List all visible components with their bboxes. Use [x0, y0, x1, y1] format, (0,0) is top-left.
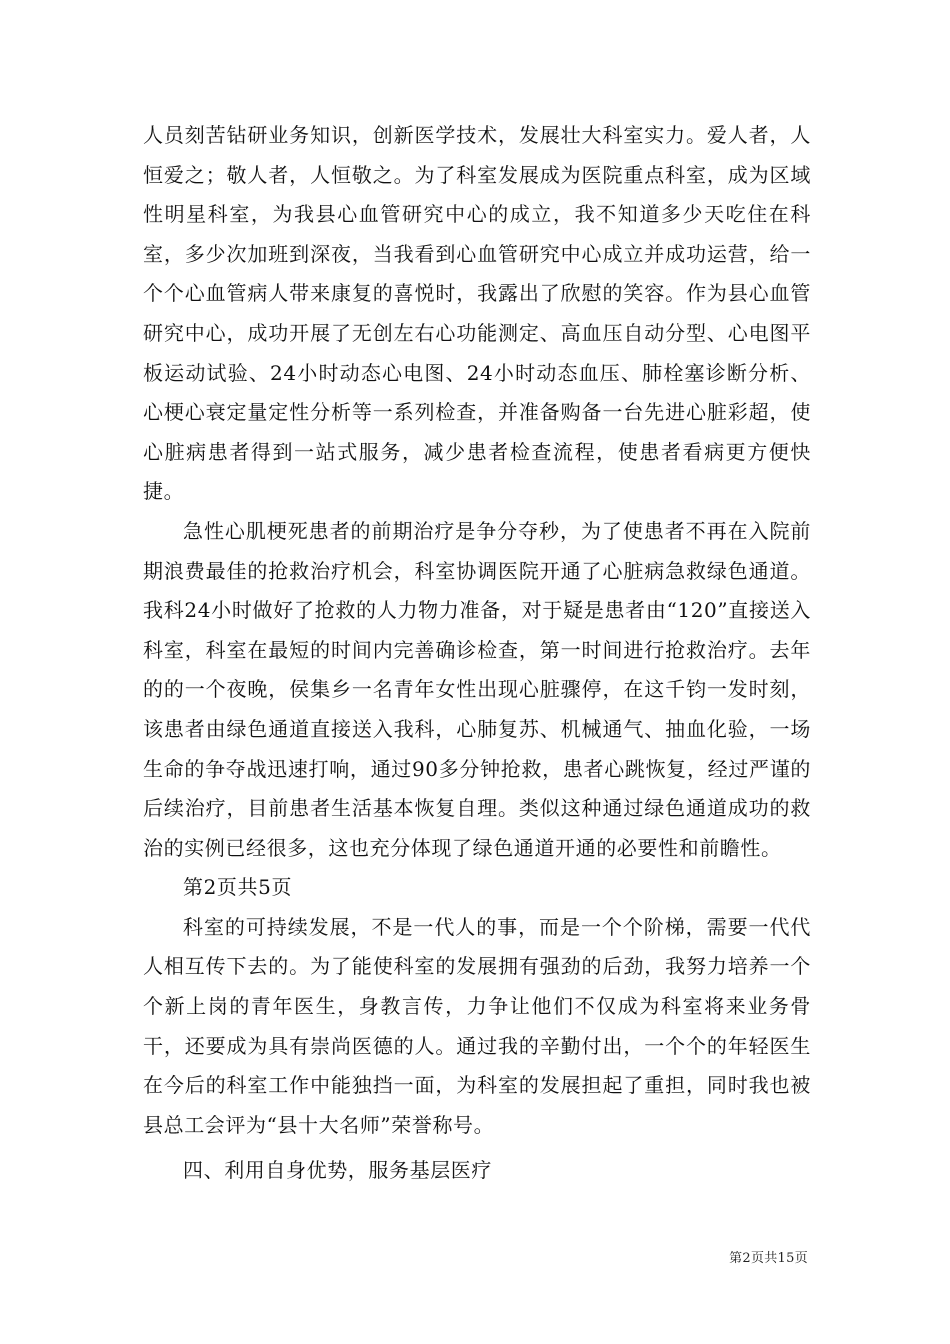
- document-body: [143, 116, 811, 1191]
- paragraph-continuation: 人员刻苦钻研业务知识，创新医学技术，发展壮大科室实力。爱人者，人恒爱之；敬人者，人恒敬之。为了科室发展成为医院重点科室，成为区域性明星科室，为我县心血管研究中心的成立，我不知道多少天吃住在科室，多少次加班到深夜，当我看到心血管研究中心成立并成功运营，给一个个心血管病人带来康复的喜悦时，我露出了欣慰的笑容。作为县心血管研究中心，成功开展了无创左右心功能测定、高血压自动分型、心电图平板运动试验、24小时动态心电图、24小时动态血压、肺栓塞诊断分析、心梗心衰定量定性分析等一系列检查，并准备购备一台先进心脏彩超，使心脏病患者得到一站式服务，减少患者检查流程，使患者看病更方便快捷。: [143, 123, 811, 504]
- paragraph-training: 科室的可持续发展，不是一代人的事，而是一个个阶梯，需要一代代人相互传下去的。为了能使科室的发展拥有强劲的后劲，我努力培养一个个新上岗的青年医生，身教言传，力争让他们不仅成为科室将来业务骨干，还要成为具有崇尚医德的人。通过我的辛勤付出，一个个的年轻医生在今后的科室工作中能独挡一面，为科室的发展担起了重担，同时我也被县总工会评为“县十大名师”荣誉称号。: [143, 914, 811, 1137]
- section-heading: 四、利用自身优势，服务基层医疗: [183, 1158, 492, 1183]
- paragraph-green-channel: 急性心肌梗死患者的前期治疗是争分夺秒，为了使患者不再在入院前期浪费最佳的抢救治疗机会，科室协调医院开通了心脏病急救绿色通道。我科24小时做好了抢救的人力物力准备，对于疑是患者由“120”直接送入科室，科室在最短的时间内完善确诊检查，第一时间进行抢救治疗。去年的的一个夜晚，侯集乡一名青年女性出现心脏骤停，在这千钧一发时刻，该患者由绿色通道直接送入我科，心肺复苏、机械通气、抽血化验，一场生命的争夺战迅速打响，通过90多分钟抢救，患者心跳恢复，经过严谨的后续治疗，目前患者生活基本恢复自理。类似这种通过绿色通道成功的救治的实例已经很多，这也充分体现了绿色通道开通的必要性和前瞻性。: [143, 518, 811, 860]
- page-footer: 第2页共15页: [729, 1251, 808, 1266]
- inline-page-marker: 第2页共5页: [183, 875, 293, 900]
